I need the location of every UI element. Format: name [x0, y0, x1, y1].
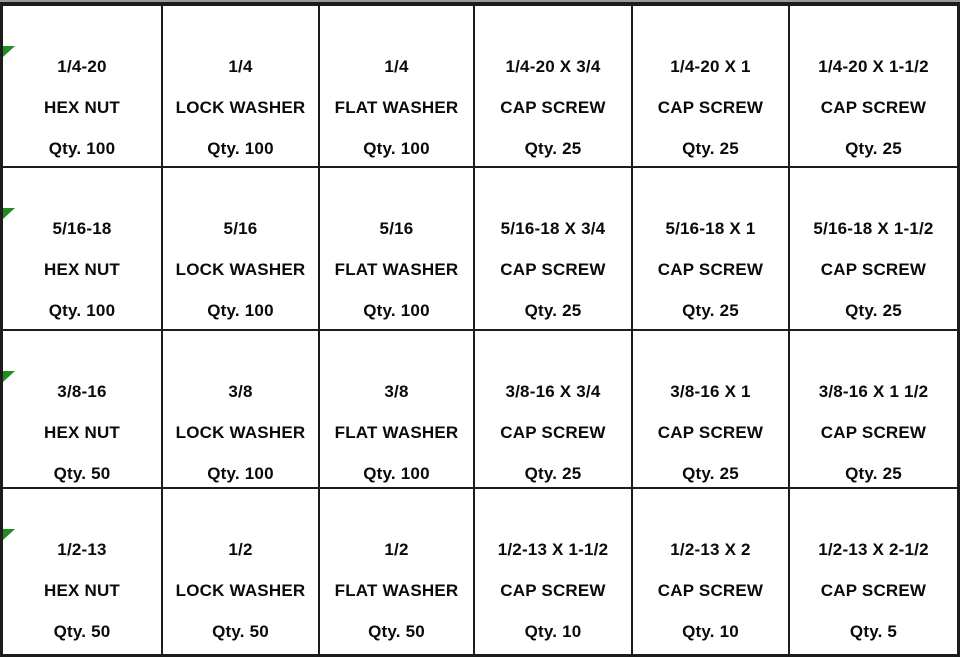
- item-name: HEX NUT: [43, 98, 121, 117]
- bin-cell: [163, 168, 318, 329]
- item-qty: Qty. 25: [524, 301, 582, 320]
- label-grid: [0, 2, 960, 657]
- item-size: 1/2-13 X 2: [670, 540, 751, 559]
- item-qty: Qty. 50: [53, 464, 111, 483]
- bin-cell: [3, 6, 161, 166]
- item-qty: Qty. 50: [53, 622, 111, 641]
- item-size: 5/16-18: [52, 219, 112, 238]
- bin-cell: [320, 168, 473, 329]
- item-size: 3/8: [384, 382, 409, 401]
- bin-cell: [790, 489, 957, 654]
- bin-cell: [633, 168, 788, 329]
- item-name: HEX NUT: [43, 423, 121, 442]
- bin-cell: [475, 331, 631, 487]
- bin-cell: [475, 168, 631, 329]
- item-size: 5/16: [379, 219, 414, 238]
- item-qty: Qty. 5: [849, 622, 898, 641]
- item-name: LOCK WASHER: [175, 260, 306, 279]
- item-size: 3/8-16 X 3/4: [505, 382, 601, 401]
- item-size: 1/4: [384, 57, 409, 76]
- item-qty: Qty. 10: [682, 622, 739, 641]
- item-size: 1/2: [384, 540, 409, 559]
- item-qty: Qty. 100: [207, 301, 274, 320]
- item-size: 1/4-20 X 1-1/2: [818, 57, 929, 76]
- bin-cell: [475, 6, 631, 166]
- item-size: 1/2-13 X 1-1/2: [497, 540, 609, 559]
- bin-cell: [163, 6, 318, 166]
- item-size: 3/8-16: [57, 382, 107, 401]
- bin-cell: [633, 331, 788, 487]
- item-qty: Qty. 100: [48, 301, 116, 320]
- bin-cell: [790, 6, 957, 166]
- item-size: 3/8-16 X 1 1/2: [818, 382, 929, 401]
- item-size: 5/16: [223, 219, 258, 238]
- item-name: CAP SCREW: [500, 581, 606, 600]
- item-qty: Qty. 25: [845, 139, 902, 158]
- bin-cell: [633, 6, 788, 166]
- item-size: 1/2-13 X 2-1/2: [818, 540, 929, 559]
- bin-cell: [163, 331, 318, 487]
- item-name: FLAT WASHER: [334, 423, 459, 442]
- item-size: 1/2: [228, 540, 253, 559]
- item-size: 1/4: [228, 57, 253, 76]
- item-name: FLAT WASHER: [334, 260, 459, 279]
- item-name: CAP SCREW: [500, 98, 606, 117]
- item-qty: Qty. 25: [845, 464, 902, 483]
- bin-cell: [320, 6, 473, 166]
- item-name: CAP SCREW: [657, 260, 764, 279]
- bin-cell: [475, 489, 631, 654]
- item-qty: Qty. 50: [368, 622, 425, 641]
- item-name: FLAT WASHER: [334, 581, 459, 600]
- bin-cell: [320, 489, 473, 654]
- item-qty: Qty. 25: [682, 464, 739, 483]
- bin-cell: [790, 331, 957, 487]
- item-name: LOCK WASHER: [175, 423, 306, 442]
- item-size: 3/8: [228, 382, 253, 401]
- item-name: LOCK WASHER: [175, 98, 306, 117]
- item-size: 5/16-18 X 1: [665, 219, 756, 238]
- item-name: LOCK WASHER: [175, 581, 306, 600]
- item-qty: Qty. 10: [524, 622, 582, 641]
- item-qty: Qty. 100: [363, 301, 430, 320]
- item-size: 5/16-18 X 1-1/2: [813, 219, 934, 238]
- item-qty: Qty. 100: [207, 139, 274, 158]
- item-name: CAP SCREW: [500, 260, 606, 279]
- bin-cell: [3, 331, 161, 487]
- item-name: CAP SCREW: [820, 260, 927, 279]
- item-name: CAP SCREW: [657, 581, 764, 600]
- bin-cell: [163, 489, 318, 654]
- item-qty: Qty. 100: [363, 464, 430, 483]
- item-name: HEX NUT: [43, 581, 121, 600]
- item-qty: Qty. 100: [207, 464, 274, 483]
- item-size: 1/2-13: [57, 540, 107, 559]
- item-name: CAP SCREW: [657, 98, 764, 117]
- item-size: 3/8-16 X 1: [670, 382, 751, 401]
- bin-cell: [3, 489, 161, 654]
- item-qty: Qty. 100: [48, 139, 116, 158]
- item-name: FLAT WASHER: [334, 98, 459, 117]
- item-qty: Qty. 50: [212, 622, 269, 641]
- item-name: CAP SCREW: [500, 423, 606, 442]
- item-qty: Qty. 25: [845, 301, 902, 320]
- item-qty: Qty. 25: [682, 301, 739, 320]
- item-name: CAP SCREW: [820, 581, 927, 600]
- item-name: CAP SCREW: [820, 98, 927, 117]
- item-size: 5/16-18 X 3/4: [500, 219, 606, 238]
- bin-cell: [320, 331, 473, 487]
- item-size: 1/4-20: [57, 57, 107, 76]
- item-qty: Qty. 25: [524, 464, 582, 483]
- item-qty: Qty. 100: [363, 139, 430, 158]
- item-qty: Qty. 25: [682, 139, 739, 158]
- item-qty: Qty. 25: [524, 139, 582, 158]
- item-name: CAP SCREW: [820, 423, 927, 442]
- item-name: CAP SCREW: [657, 423, 764, 442]
- bin-cell: [633, 489, 788, 654]
- bin-cell: [790, 168, 957, 329]
- item-size: 1/4-20 X 3/4: [505, 57, 601, 76]
- item-name: HEX NUT: [43, 260, 121, 279]
- bin-cell: [3, 168, 161, 329]
- item-size: 1/4-20 X 1: [670, 57, 751, 76]
